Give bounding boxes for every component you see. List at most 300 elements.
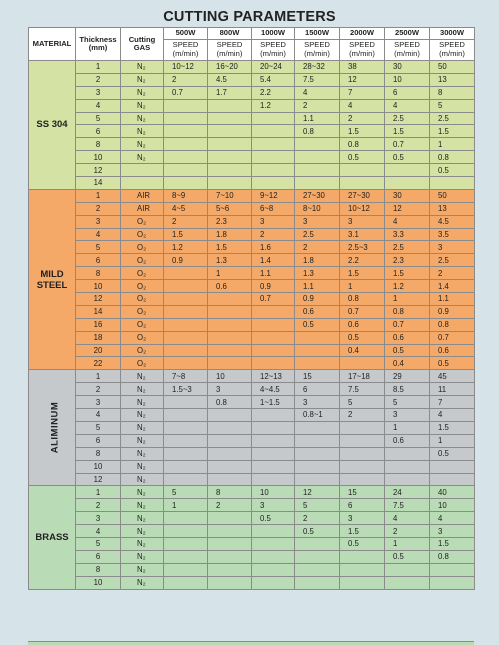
- speed-cell: [208, 563, 252, 576]
- header-power: 500W: [164, 28, 208, 40]
- speed-cell: 4: [295, 86, 340, 99]
- speed-cell: 2.2: [252, 86, 295, 99]
- speed-cell: 5: [430, 99, 475, 112]
- speed-cell: 7: [430, 396, 475, 409]
- speed-cell: 0.7: [385, 138, 430, 151]
- speed-label: SPEED: [216, 40, 243, 50]
- gas-cell: O₂: [121, 254, 164, 267]
- speed-label: SPEED: [172, 40, 199, 50]
- speed-cell: [164, 177, 208, 190]
- gas-cell: N₂: [121, 512, 164, 525]
- speed-label: SPEED: [349, 40, 375, 50]
- speed-cell: [340, 434, 385, 447]
- speed-cell: [385, 460, 430, 473]
- speed-cell: 9~12: [252, 189, 295, 202]
- speed-cell: 5.4: [252, 73, 295, 86]
- speed-cell: 0.8: [430, 318, 475, 331]
- header-thickness-unit: (mm): [88, 43, 108, 52]
- speed-cell: 10: [208, 370, 252, 383]
- header-speed-unit: [252, 40, 295, 61]
- speed-cell: [208, 331, 252, 344]
- speed-cell: 1.1: [295, 280, 340, 293]
- speed-cell: [208, 537, 252, 550]
- speed-cell: 3: [340, 215, 385, 228]
- thickness-cell: 3: [76, 512, 121, 525]
- speed-cell: 0.5: [252, 512, 295, 525]
- speed-cell: 12~13: [252, 370, 295, 383]
- speed-cell: [164, 550, 208, 563]
- table-row: [29, 409, 475, 422]
- table-row: [29, 280, 475, 293]
- speed-cell: [252, 447, 295, 460]
- speed-cell: 0.6: [385, 434, 430, 447]
- thickness-cell: 6: [76, 254, 121, 267]
- speed-cell: 1.8: [208, 228, 252, 241]
- gas-cell: AIR: [121, 189, 164, 202]
- speed-cell: [208, 550, 252, 563]
- speed-cell: 0.8: [208, 396, 252, 409]
- speed-cell: 1.5: [164, 228, 208, 241]
- speed-cell: 0.7: [340, 305, 385, 318]
- thickness-cell: 10: [76, 460, 121, 473]
- speed-cell: 8.5: [385, 383, 430, 396]
- table-row: [29, 189, 475, 202]
- speed-cell: 1.5: [340, 125, 385, 138]
- gas-cell: N₂: [121, 550, 164, 563]
- header-power: 3000W: [430, 28, 475, 40]
- header-power: 1500W: [295, 28, 340, 40]
- speed-cell: 5: [340, 396, 385, 409]
- thickness-cell: 3: [76, 86, 121, 99]
- thickness-cell: 5: [76, 241, 121, 254]
- speed-label: SPEED: [439, 40, 465, 50]
- thickness-cell: 4: [76, 228, 121, 241]
- speed-cell: [164, 164, 208, 177]
- speed-cell: [164, 512, 208, 525]
- speed-cell: [385, 473, 430, 486]
- table-row: [29, 177, 475, 190]
- thickness-cell: 1: [76, 61, 121, 74]
- speed-unit-label: (m/min): [304, 49, 330, 58]
- speed-cell: 5: [164, 486, 208, 499]
- speed-cell: [295, 138, 340, 151]
- table-row: [29, 512, 475, 525]
- gas-cell: N₂: [121, 486, 164, 499]
- speed-cell: 50: [430, 61, 475, 74]
- speed-cell: [252, 563, 295, 576]
- thickness-cell: 1: [76, 486, 121, 499]
- speed-cell: [252, 473, 295, 486]
- thickness-cell: 5: [76, 421, 121, 434]
- speed-cell: 30: [385, 61, 430, 74]
- speed-cell: 0.8: [385, 305, 430, 318]
- speed-cell: 1.6: [252, 241, 295, 254]
- speed-cell: 2: [295, 99, 340, 112]
- speed-cell: 1.5: [385, 125, 430, 138]
- speed-cell: [252, 331, 295, 344]
- speed-cell: 0.7: [164, 86, 208, 99]
- speed-cell: [164, 409, 208, 422]
- table-row: [29, 344, 475, 357]
- speed-cell: 2: [164, 215, 208, 228]
- speed-cell: 0.8: [430, 151, 475, 164]
- gas-cell: O₂: [121, 305, 164, 318]
- speed-cell: 1.2: [164, 241, 208, 254]
- speed-cell: 10~12: [164, 61, 208, 74]
- speed-cell: [208, 138, 252, 151]
- gas-cell: N₂: [121, 138, 164, 151]
- speed-cell: [252, 357, 295, 370]
- speed-cell: [208, 151, 252, 164]
- table-row: [29, 576, 475, 589]
- speed-cell: 0.5: [430, 357, 475, 370]
- speed-cell: 5~6: [208, 202, 252, 215]
- speed-cell: [164, 138, 208, 151]
- table-row: [29, 460, 475, 473]
- table-row: [29, 99, 475, 112]
- speed-cell: 12: [340, 73, 385, 86]
- speed-cell: [164, 112, 208, 125]
- speed-cell: 7~8: [164, 370, 208, 383]
- speed-cell: [340, 357, 385, 370]
- speed-cell: 3.3: [385, 228, 430, 241]
- speed-cell: 3: [340, 512, 385, 525]
- speed-cell: 3: [252, 215, 295, 228]
- speed-label: SPEED: [394, 40, 420, 50]
- speed-cell: [385, 164, 430, 177]
- speed-cell: 2: [252, 228, 295, 241]
- speed-cell: 10: [252, 486, 295, 499]
- gas-cell: [121, 164, 164, 177]
- speed-cell: 4: [430, 409, 475, 422]
- thickness-cell: 5: [76, 112, 121, 125]
- speed-cell: 1: [164, 499, 208, 512]
- speed-cell: 27~30: [340, 189, 385, 202]
- table-row: [29, 125, 475, 138]
- speed-cell: 1.1: [252, 267, 295, 280]
- speed-cell: 1.5: [430, 421, 475, 434]
- table-row: [29, 138, 475, 151]
- speed-cell: 17~18: [340, 370, 385, 383]
- speed-cell: 50: [430, 189, 475, 202]
- table-row: [29, 215, 475, 228]
- speed-cell: 1.5: [340, 267, 385, 280]
- speed-cell: 2.5: [430, 254, 475, 267]
- speed-cell: 1.2: [252, 99, 295, 112]
- speed-cell: [252, 151, 295, 164]
- speed-cell: 6~8: [252, 202, 295, 215]
- speed-cell: [252, 421, 295, 434]
- speed-cell: 40: [430, 486, 475, 499]
- speed-cell: [164, 280, 208, 293]
- thickness-cell: 10: [76, 280, 121, 293]
- table-bottom-edge: [28, 641, 474, 645]
- header-speed-unit: [208, 40, 252, 61]
- table-body: [29, 61, 475, 590]
- thickness-cell: 8: [76, 563, 121, 576]
- gas-cell: O₂: [121, 344, 164, 357]
- header-thickness: [76, 28, 121, 61]
- speed-cell: [164, 447, 208, 460]
- speed-cell: 0.7: [430, 331, 475, 344]
- speed-cell: [430, 473, 475, 486]
- speed-cell: [164, 473, 208, 486]
- speed-cell: 5: [385, 396, 430, 409]
- speed-cell: 0.5: [295, 525, 340, 538]
- speed-cell: 8: [430, 86, 475, 99]
- speed-cell: 0.8: [295, 125, 340, 138]
- speed-cell: 15: [295, 370, 340, 383]
- header-row-power: [29, 28, 475, 40]
- speed-cell: 3: [208, 383, 252, 396]
- speed-cell: [164, 563, 208, 576]
- speed-cell: [430, 563, 475, 576]
- speed-cell: 1.5~3: [164, 383, 208, 396]
- speed-cell: 0.5: [430, 164, 475, 177]
- gas-cell: N₂: [121, 434, 164, 447]
- speed-cell: 1.2: [385, 280, 430, 293]
- speed-cell: [252, 318, 295, 331]
- gas-cell: O₂: [121, 215, 164, 228]
- speed-cell: 1.5: [430, 537, 475, 550]
- speed-cell: 10~12: [340, 202, 385, 215]
- thickness-cell: 10: [76, 576, 121, 589]
- speed-cell: [252, 434, 295, 447]
- speed-cell: [295, 344, 340, 357]
- speed-cell: 6: [340, 499, 385, 512]
- gas-cell: N₂: [121, 473, 164, 486]
- speed-cell: 1: [385, 421, 430, 434]
- speed-cell: 3.5: [430, 228, 475, 241]
- table-row: [29, 151, 475, 164]
- speed-cell: 0.9: [252, 280, 295, 293]
- speed-unit-label: (m/min): [260, 49, 286, 58]
- speed-cell: 3: [430, 241, 475, 254]
- speed-cell: [164, 125, 208, 138]
- speed-cell: 0.4: [385, 357, 430, 370]
- speed-cell: 8: [208, 486, 252, 499]
- table-row: [29, 73, 475, 86]
- gas-cell: AIR: [121, 202, 164, 215]
- speed-cell: [295, 576, 340, 589]
- speed-cell: 1.3: [295, 267, 340, 280]
- speed-cell: 11: [430, 383, 475, 396]
- speed-cell: [252, 409, 295, 422]
- page-title: CUTTING PARAMETERS: [163, 9, 336, 25]
- speed-cell: 2.3: [208, 215, 252, 228]
- speed-cell: 13: [430, 73, 475, 86]
- speed-cell: [164, 344, 208, 357]
- table-row: [29, 164, 475, 177]
- gas-cell: N₂: [121, 383, 164, 396]
- speed-cell: 6: [385, 86, 430, 99]
- speed-cell: 0.5: [340, 331, 385, 344]
- speed-cell: 45: [430, 370, 475, 383]
- thickness-cell: 2: [76, 202, 121, 215]
- gas-cell: N₂: [121, 99, 164, 112]
- speed-cell: 1.1: [295, 112, 340, 125]
- thickness-cell: 6: [76, 550, 121, 563]
- speed-cell: 0.8: [430, 550, 475, 563]
- table-row: [29, 318, 475, 331]
- gas-cell: N₂: [121, 73, 164, 86]
- speed-cell: [340, 473, 385, 486]
- speed-cell: [164, 537, 208, 550]
- header-power: 2500W: [385, 28, 430, 40]
- speed-cell: [295, 473, 340, 486]
- gas-cell: N₂: [121, 409, 164, 422]
- speed-cell: [295, 434, 340, 447]
- table-row: [29, 499, 475, 512]
- header-speed-unit: [430, 40, 475, 61]
- speed-cell: 1: [430, 138, 475, 151]
- material-label: BRASS: [35, 531, 69, 543]
- cutting-parameters-table: [28, 27, 475, 590]
- header-power: 800W: [208, 28, 252, 40]
- speed-cell: [208, 434, 252, 447]
- header-gas: [121, 28, 164, 61]
- speed-cell: [295, 563, 340, 576]
- gas-cell: N₂: [121, 125, 164, 138]
- table-row: [29, 421, 475, 434]
- speed-cell: [252, 537, 295, 550]
- speed-cell: 2: [295, 512, 340, 525]
- speed-cell: 4: [385, 99, 430, 112]
- speed-cell: [208, 177, 252, 190]
- speed-cell: [340, 164, 385, 177]
- table-row: [29, 563, 475, 576]
- speed-cell: 0.4: [340, 344, 385, 357]
- speed-cell: 1.5: [208, 241, 252, 254]
- speed-cell: 2: [430, 267, 475, 280]
- thickness-cell: 6: [76, 125, 121, 138]
- speed-label: SPEED: [260, 40, 286, 50]
- header-speed-unit: [340, 40, 385, 61]
- speed-cell: 10: [430, 499, 475, 512]
- gas-cell: O₂: [121, 280, 164, 293]
- speed-cell: 0.6: [208, 280, 252, 293]
- table-row: [29, 370, 475, 383]
- thickness-cell: 5: [76, 537, 121, 550]
- speed-cell: 0.8: [340, 138, 385, 151]
- gas-cell: O₂: [121, 357, 164, 370]
- thickness-cell: 6: [76, 434, 121, 447]
- speed-cell: 4: [430, 512, 475, 525]
- speed-cell: 1.1: [430, 293, 475, 306]
- speed-cell: [430, 177, 475, 190]
- material-cell: [29, 370, 76, 486]
- speed-cell: 7.5: [295, 73, 340, 86]
- speed-cell: 38: [340, 61, 385, 74]
- speed-cell: [252, 164, 295, 177]
- speed-cell: 0.5: [385, 550, 430, 563]
- speed-cell: 4~4.5: [252, 383, 295, 396]
- material-cell: [29, 61, 76, 190]
- speed-cell: [164, 99, 208, 112]
- speed-cell: 1: [385, 293, 430, 306]
- speed-cell: 2: [164, 73, 208, 86]
- header-speed-unit: [164, 40, 208, 61]
- speed-cell: 2.5: [385, 241, 430, 254]
- speed-cell: 3: [295, 396, 340, 409]
- speed-cell: 1: [340, 280, 385, 293]
- speed-cell: 4: [385, 512, 430, 525]
- speed-cell: 2: [340, 409, 385, 422]
- speed-cell: [340, 550, 385, 563]
- speed-cell: 12: [385, 202, 430, 215]
- speed-cell: [430, 576, 475, 589]
- speed-cell: 1.5: [385, 267, 430, 280]
- speed-cell: [252, 576, 295, 589]
- speed-cell: 2.2: [340, 254, 385, 267]
- speed-cell: 3: [252, 499, 295, 512]
- gas-cell: O₂: [121, 228, 164, 241]
- gas-cell: N₂: [121, 576, 164, 589]
- speed-cell: [164, 525, 208, 538]
- speed-cell: [164, 305, 208, 318]
- speed-cell: 1.8: [295, 254, 340, 267]
- speed-cell: [208, 125, 252, 138]
- speed-cell: [252, 112, 295, 125]
- gas-cell: O₂: [121, 267, 164, 280]
- material-label: MILD STEEL: [36, 268, 68, 291]
- material-label: ALIMINUM: [49, 402, 61, 454]
- speed-cell: 0.5: [295, 318, 340, 331]
- gas-cell: N₂: [121, 460, 164, 473]
- table-row: [29, 112, 475, 125]
- table-row: [29, 473, 475, 486]
- speed-cell: [208, 305, 252, 318]
- gas-cell: N₂: [121, 447, 164, 460]
- speed-cell: 0.8: [340, 293, 385, 306]
- speed-cell: [208, 576, 252, 589]
- speed-cell: 2.5: [295, 228, 340, 241]
- table-row: [29, 525, 475, 538]
- table-row: [29, 447, 475, 460]
- speed-cell: [252, 125, 295, 138]
- speed-cell: 12: [295, 486, 340, 499]
- speed-cell: 4.5: [430, 215, 475, 228]
- speed-cell: 0.5: [385, 344, 430, 357]
- speed-cell: 0.6: [430, 344, 475, 357]
- speed-cell: [385, 177, 430, 190]
- speed-cell: 5: [295, 499, 340, 512]
- table-row: [29, 267, 475, 280]
- gas-cell: O₂: [121, 293, 164, 306]
- speed-cell: 0.5: [340, 151, 385, 164]
- speed-cell: 2: [340, 112, 385, 125]
- thickness-cell: 3: [76, 396, 121, 409]
- gas-cell: N₂: [121, 499, 164, 512]
- speed-cell: [295, 537, 340, 550]
- header-power: 1000W: [252, 28, 295, 40]
- table-row: [29, 357, 475, 370]
- speed-cell: 29: [385, 370, 430, 383]
- speed-cell: [208, 512, 252, 525]
- speed-cell: [295, 447, 340, 460]
- table-row: [29, 396, 475, 409]
- speed-cell: [252, 460, 295, 473]
- speed-cell: [164, 318, 208, 331]
- speed-cell: 6: [295, 383, 340, 396]
- speed-cell: 4: [385, 215, 430, 228]
- speed-cell: 3: [295, 215, 340, 228]
- header-power: 2000W: [340, 28, 385, 40]
- speed-cell: [164, 434, 208, 447]
- thickness-cell: 22: [76, 357, 121, 370]
- speed-cell: 3.1: [340, 228, 385, 241]
- speed-cell: [340, 563, 385, 576]
